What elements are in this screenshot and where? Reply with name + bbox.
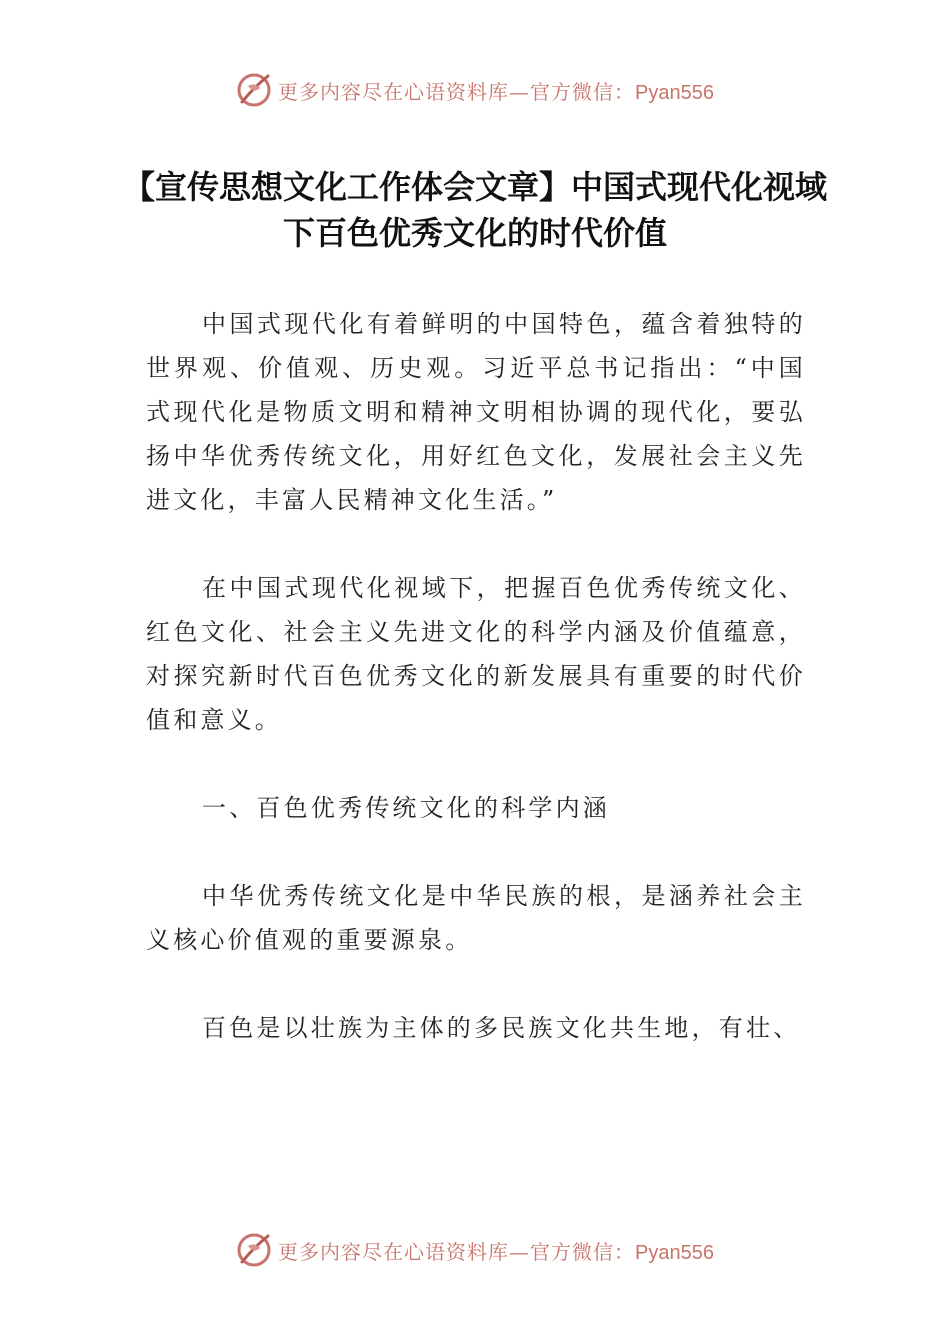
library-logo-icon [236, 1232, 272, 1268]
paragraph-2: 在中国式现代化视域下，把握百色优秀传统文化、红色文化、社会主义先进文化的科学内涵及价值蕴意，对探究新时代百色优秀文化的新发展具有重要的时代价值和意义。 [146, 574, 806, 734]
paragraph-4: 百色是以壮族为主体的多民族文化共生地，有壮、 [202, 1014, 801, 1042]
header-watermark [0, 72, 950, 108]
library-logo-icon [236, 72, 272, 108]
paragraph-1: 中国式现代化有着鲜明的中国特色，蕴含着独特的世界观、价值观、历史观。习近平总书记指出：“中国式现代化是物质文明和精神文明相协调的现代化，要弘扬中华优秀传统文化，用好红色文化，发展社会主义先进文化，丰富人民精神文化生活。” [146, 310, 806, 514]
watermark-text: 更多内容尽在心语资料库—官方微信：Pyan556 [278, 1239, 714, 1264]
document-body [146, 302, 806, 1094]
paragraph-3: 中华优秀传统文化是中华民族的根，是涵养社会主义核心价值观的重要源泉。 [146, 882, 806, 954]
section-heading-1: 一、百色优秀传统文化的科学内涵 [202, 794, 610, 822]
footer-watermark [0, 1232, 950, 1268]
watermark-text: 更多内容尽在心语资料库—官方微信：Pyan556 [278, 79, 714, 104]
document-title: 【宣传思想文化工作体会文章】中国式现代化视域下百色优秀文化的时代价值 [122, 168, 827, 252]
